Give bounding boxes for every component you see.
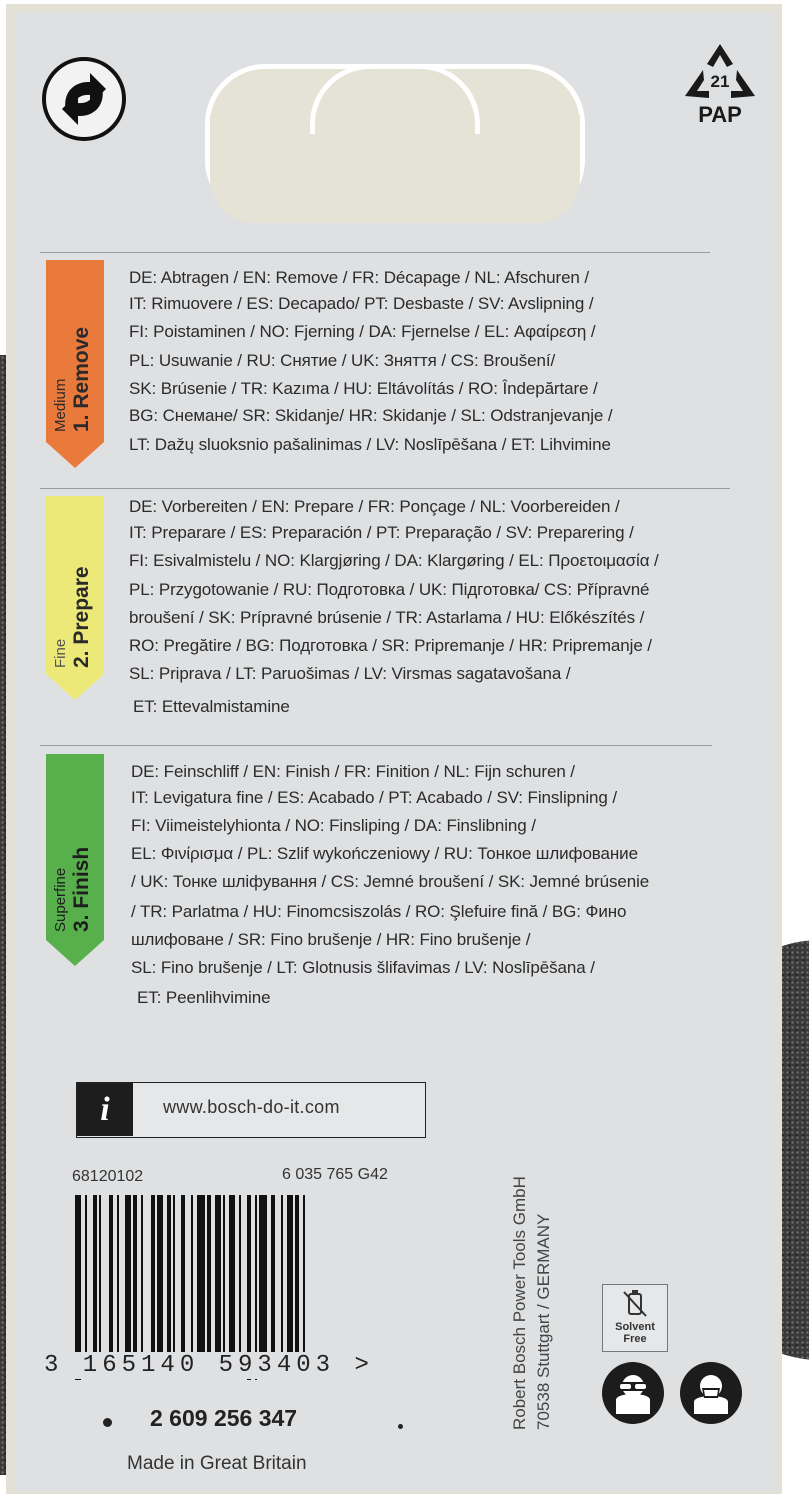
barcode-bar xyxy=(181,1195,185,1355)
divider xyxy=(40,745,712,746)
address-line-1: Robert Bosch Power Tools GmbH xyxy=(510,1176,529,1430)
text-line: FI: Viimeistelyhionta / NO: Finsliping / DA: Finslibning / xyxy=(131,816,536,835)
hang-hole-top xyxy=(310,64,480,134)
text-line: LT: Dažų sluoksnio pašalinimas / LV: Noslīpēšana / ET: Lihvimine xyxy=(129,435,611,454)
text-line: / UK: Тонке шліфування / CS: Jemné broušení / SK: Jemné brúsenie xyxy=(131,872,650,891)
text-line: SL: Fino brušenje / LT: Glotnusis šlifavimas / LV: Noslīpēšana / xyxy=(131,958,595,977)
recycle-number: 21 xyxy=(710,72,730,91)
barcode-bar xyxy=(259,1195,267,1355)
made-in: Made in Great Britain xyxy=(127,1453,307,1474)
barcode-bar xyxy=(85,1195,87,1355)
barcode-bar xyxy=(99,1195,101,1355)
text-line: IT: Preparare / ES: Preparación / PT: Preparação / SV: Preparering / xyxy=(129,523,634,542)
barcode-bar xyxy=(295,1195,299,1355)
text-line: SK: Brúsenie / TR: Kazıma / HU: Eltávolítás / RO: Îndepărtare / xyxy=(129,379,598,398)
barcode-digits: 3 165140 593403 > xyxy=(44,1352,374,1379)
barcode-bar xyxy=(93,1195,97,1355)
product-code-right: 6 035 765 G42 xyxy=(282,1166,388,1183)
address-line-2: 70538 Stuttgart / GERMANY xyxy=(534,1213,553,1430)
barcode-bar xyxy=(109,1195,113,1355)
barcode-bar xyxy=(141,1195,143,1355)
text-line: broušení / SK: Prípravné brúsenie / TR: Astarlama / HU: Előkészítés / xyxy=(129,608,645,627)
barcode-bar xyxy=(125,1195,131,1355)
text-line: FI: Poistaminen / NO: Fjerning / DA: Fjernelse / EL: Αφαίρεση / xyxy=(129,322,596,341)
barcode-bar xyxy=(281,1195,283,1355)
text-line: ET: Ettevalmistamine xyxy=(133,697,290,716)
barcode-bar xyxy=(215,1195,221,1355)
grade-step: 3. Finish xyxy=(70,846,93,932)
product-code-left: 68120102 xyxy=(72,1168,144,1185)
grade-band-finish xyxy=(46,754,104,940)
text-line: BG: Снемане/ SR: Skidanje/ HR: Skidanje / SL: Odstranjevanje / xyxy=(129,406,613,425)
barcode-bar xyxy=(207,1195,211,1355)
grade-band-remove xyxy=(46,260,104,442)
barcode-bar xyxy=(191,1195,193,1355)
website-url[interactable]: www.bosch-do-it.com xyxy=(163,1097,340,1117)
text-line: DE: Abtragen / EN: Remove / FR: Décapage / NL: Afschuren / xyxy=(129,268,590,287)
text-line: PL: Usuwanie / RU: Снятие / UK: Зняття / CS: Broušení/ xyxy=(129,351,556,370)
barcode-bar xyxy=(287,1195,293,1355)
barcode-bar xyxy=(197,1195,205,1355)
grade-grit: Superfine xyxy=(52,867,69,932)
grade-step: 2. Prepare xyxy=(70,566,93,668)
barcode-bar xyxy=(239,1195,241,1355)
green-dot-icon xyxy=(40,55,128,143)
text-line: EL: Φινίρισμα / PL: Szlif wykończeniowy / RU: Тонкое шлифование xyxy=(131,844,638,863)
grade-step: 1. Remove xyxy=(70,326,93,432)
grade-grit: Fine xyxy=(52,638,69,668)
website-box xyxy=(76,1082,426,1138)
text-line: IT: Levigatura fine / ES: Acabado / PT: Acabado / SV: Finslipning / xyxy=(131,788,617,807)
divider xyxy=(40,252,710,253)
barcode-bar xyxy=(167,1195,171,1355)
text-line: SL: Priprava / LT: Paruošimas / LV: Virsmas sagatavošana / xyxy=(129,664,571,683)
grade-band-prepare xyxy=(46,496,104,674)
divider xyxy=(40,488,730,489)
grade-grit: Medium xyxy=(52,378,69,432)
barcode-bar xyxy=(223,1195,225,1355)
barcode-bar xyxy=(303,1195,305,1355)
recycle-icon xyxy=(675,40,765,140)
barcode-bar xyxy=(151,1195,155,1355)
barcode-bar xyxy=(157,1195,163,1355)
text-line: IT: Rimuovere / ES: Decapado/ PT: Desbaste / SV: Avslipning / xyxy=(129,294,594,313)
barcode-bar xyxy=(173,1195,175,1355)
text-line: DE: Feinschliff / EN: Finish / FR: Finition / NL: Fijn schuren / xyxy=(131,762,575,781)
article-number: 2 609 256 347 xyxy=(150,1405,298,1431)
dot-mark xyxy=(398,1424,403,1429)
manufacturer-address xyxy=(508,1176,556,1430)
text-line: / TR: Parlatma / HU: Finomcsiszolás / RO: Şlefuire fină / BG: Фино xyxy=(131,902,627,921)
solvent-free-badge xyxy=(602,1284,668,1352)
recycle-material: PAP xyxy=(698,102,742,127)
barcode-bar xyxy=(133,1195,137,1355)
solvent-icon xyxy=(620,1288,650,1318)
dust-mask-icon xyxy=(680,1362,742,1424)
barcode-bar xyxy=(117,1195,119,1355)
barcode-bar xyxy=(271,1195,275,1355)
text-line: ET: Peenlihvimine xyxy=(137,988,271,1007)
text-line: RO: Pregătire / BG: Подготовка / SR: Pripremanje / HR: Pripremanje / xyxy=(129,636,652,655)
solvent-line-1: Solvent xyxy=(615,1321,655,1333)
text-line: PL: Przygotowanie / RU: Подготовка / UK: Підготовка/ CS: Přípravné xyxy=(129,580,650,599)
text-line: шлифоване / SR: Fino brušenje / HR: Fino brušenje / xyxy=(131,930,531,949)
text-line: FI: Esivalmistelu / NO: Klargjøring / DA: Klargøring / EL: Προετοιμασία / xyxy=(129,551,659,570)
text-line: DE: Vorbereiten / EN: Prepare / FR: Ponçage / NL: Voorbereiden / xyxy=(129,497,620,516)
eye-protection-icon xyxy=(602,1362,664,1424)
barcode-bar xyxy=(229,1195,235,1355)
solvent-line-2: Free xyxy=(623,1333,647,1345)
info-icon: i xyxy=(77,1083,133,1136)
dot-mark xyxy=(103,1418,112,1427)
